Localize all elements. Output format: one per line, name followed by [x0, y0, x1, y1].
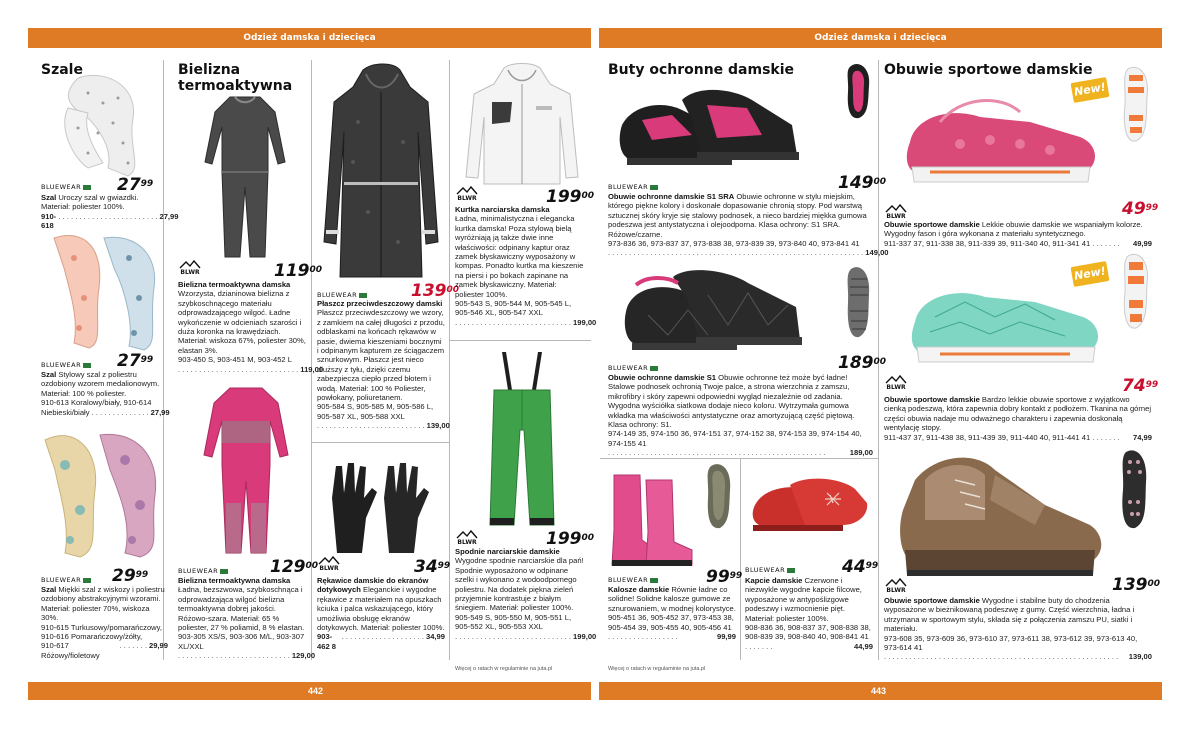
price-rainboots: $99^{99}$: [706, 567, 743, 587]
brand-bluewear: BLUEWEAR: [745, 566, 795, 574]
brand-bluewear: BLUEWEAR: [41, 576, 91, 584]
raincoat-image: [318, 62, 443, 282]
price-sport2: $74^{99}$: [1122, 376, 1159, 396]
product-scarf1: Szal Uroczy szal w gwiazdki. Materiał: poliester 100%. 910-618 . . . . . . . . . . . . . . . . . . . . . . . . 27,99: [41, 193, 179, 231]
rain-boot-sole-image: [702, 462, 737, 532]
product-safety1: Obuwie ochronne damskie S1 SRA Obuwie ochronne w stylu miejskim, którego piękne kolory i doskonałe dopasowanie chronią stopy. Pod warstwą sztucznej skóry kryje się stalowy podnosek, a nieco bardziej miękka gumowa podeszwa jest antystatyczna i olejoodporna. Klasa ochrony: S1 SRA. Różowe/czarne. 973-836 36, 973-837 37, 973-838 38, 973-839 39, 973-840 40, 973-841 41 . . . . . . . . . . . . . . . . . . . . . . . . . . . . . . . . . . . . . . . . . . . . . . . . . . . . . . . . . . . . . 149,00: [608, 192, 889, 258]
price-safety1: $149^{00}$: [838, 173, 887, 193]
divider: [449, 340, 591, 341]
divider: [740, 458, 741, 660]
installments-note-right: Więcej o ratach w regulaminie na juta.pl: [608, 666, 706, 672]
brand-bluewear: BLUEWEAR: [317, 291, 367, 299]
divider: [600, 458, 878, 459]
sole-pink-image: [843, 62, 875, 120]
safety-shoes-black-image: [618, 265, 808, 365]
price-scarf3: $29^{99}$: [112, 566, 149, 586]
ski-pants-image: [472, 350, 572, 530]
section-title-safety: Buty ochronne damskie: [608, 62, 795, 78]
price-slippers: $44^{99}$: [842, 557, 879, 577]
thermal-grey-image: [200, 92, 290, 262]
product-sport2: Obuwie sportowe damskie Bardzo lekkie obuwie sportowe z wyjątkowo cienką podeszwą, która zapewnia dobry kontakt z podłożem. Tkanina na górnej części obuwia nadaje mu odważnego charakteru i zapewnia doskonałą wentylację stopy. 911-437 37, 911-438 38, 911-439 39, 911-440 40, 911-441 41 . . . . . . . 74,99: [884, 395, 1152, 442]
new-badge-2: New!: [1071, 261, 1110, 287]
scarf-star-image: [48, 68, 158, 178]
product-thermal2: Bielizna termoaktywna damska Ładna, bezszwowa, szybkoschnąca i odprowadzająca wilgoć bielizna termoaktywna dobrej jakości. Różowo-szara. Materiał: 65 % poliester, 27 % poliamid, 8 % elastan. 903-305 XS/S, 903-306 M/L, 903-307 XL/XXL . . . . . . . . . . . . . . . . . . . . . . . . . . . 129,00: [178, 576, 316, 661]
price-jacket: $199^{00}$: [546, 187, 595, 207]
category-band-right: Odzież damska i dziecięca: [599, 28, 1162, 48]
divider: [311, 442, 449, 443]
product-jacket: Kurtka narciarska damska Ładna, minimalistyczna i elegancka kurtka damska! Poza stylową bielą wyróżniają ją także dwie inne właściwości: odpinany kaptur oraz zamek błyskawiczny wyposażony w kompas. Ponadto kurtka ma kieszenie na piersi i po bokach zapinane na zamek błyskawiczny. Materiał: poliester 100%. 905-543 S, 905-544 M, 905-545 L, 905-546 XL, 905-547 XXL . . . . . . . . . . . . . . . . . . . . . . . . . . . . 199,00: [455, 205, 597, 327]
section-title-sport: Obuwie sportowe damskie: [884, 62, 1093, 78]
section-title-thermal: Bielizna termoaktywna: [178, 62, 293, 94]
product-rainboots: Kalosze damskie Równie ładne co solidne! Solidne kalosze gumowe ze sznurowaniem, w modnej kolorystyce. 905-451 36, 905-452 37, 973-453 38, 905-454 39, 905-455 40, 905-456 41 . . . . . . . . . . . . . . . . . 99,99: [608, 585, 736, 642]
brand-blwr: BLWR: [455, 530, 479, 546]
ski-jacket-image: [462, 62, 582, 187]
product-scarf2: Szal Stylowy szal z poliestru ozdobiony wzorem medalionowym. Materiał: 100 % poliester. 910-613 Koralowy/biały, 910-614 Niebieski/biały . . . . . . . . . . . . . . 27,99: [41, 370, 170, 417]
sport-shoe-mint-image: [905, 262, 1105, 372]
sport-sole-orange-image: [1120, 65, 1152, 145]
hiking-sole-image: [1118, 448, 1152, 533]
footer-right: [599, 682, 1162, 700]
footer-left: [28, 682, 591, 700]
product-thermal1: Bielizna termoaktywna damska Wzorzysta, dzianinowa bielizna z szybkoschnącego materiału odprowadzającego wilgoć. Ładne wykończenie w odcieniach szarości i duża koronka na krawędziach. Materiał: wiskoza 67%, poliester 30%, elastan 3%. 903-450 S, 903-451 M, 903-452 L . . . . . . . . . . . . . . . . . . . . . . . . . . . . . 119,00: [178, 280, 324, 374]
safety-shoes-pink-image: [612, 80, 802, 180]
product-skipants: Spodnie narciarskie damskie Wygodne spodnie narciarskie dla pań! Spodnie wyposażono w odpinane szelki i wykonano z wodoodpornego poliestru. Na dodatek piękna zieleń przyjemnie kontrastuje z białym śniegiem. Materiał: poliester 100%. 905-549 S, 905-550 M, 905-551 L, 905-552 XL, 905-553 XXL . . . . . . . . . . . . . . . . . . . . . . . . . . . . 199,00: [455, 547, 597, 641]
scarf-abstract-image: [40, 425, 165, 560]
price-safety2: $189^{00}$: [838, 353, 887, 373]
brand-blwr: BLWR: [884, 375, 908, 391]
rain-boots-image: [606, 470, 701, 570]
brand-bluewear: BLUEWEAR: [608, 183, 658, 191]
sole-grey-image: [843, 265, 875, 340]
product-sport3: Obuwie sportowe damskie Wygodne i stabilne buty do chodzenia wyposażone w bieżnikowaną podeszwę z gumy. Część wierzchnia, ładna i utrzymana w sportowym stylu, składa się z połączenia zamszu PU, siatki i materiału. 973-608 35, 973-609 36, 973-610 37, 973-611 38, 973-612 39, 973-613 40, 973-614 41 . . . . . . . . . . . . . . . . . . . . . . . . . . . . . . . . . . . . . . . . . . . . . . . . . . . . . . . . 139,00: [884, 596, 1152, 662]
price-sport3: $139^{00}$: [1112, 575, 1161, 595]
section-title-scarves: Szale: [41, 62, 83, 78]
product-safety2: Obuwie ochronne damskie S1 Obuwie ochronne też może być ładne! Stalowe podnosek ochronią Twoje palce, a strona wierzchnia z zamszu, mikrofibry i skóry zapewni odpowiedni wygląd niezależnie od zadania. Wygodna wyściółka siatkowa dodaje nieco koloru. Wytrzymała gumowa wkładka ma właściwości antystatyczne oraz amortyzującą część piętową. Klasa ochrony: S1. 974-149 35, 974-150 36, 974-151 37, 974-152 38, 974-153 39, 974-154 40, 974-155 41 . . . . . . . . . . . . . . . . . . . . . . . . . . . . . . . . . . . . . . . . . . . . . . . . . . . . 189,00: [608, 373, 873, 458]
brand-blwr: BLWR: [455, 186, 479, 202]
price-thermal1: $119^{00}$: [274, 261, 323, 281]
scarf-medallion-image: [44, 228, 164, 353]
price-skipants: $199^{00}$: [546, 529, 595, 549]
installments-note-left: Więcej o ratach w regulaminie na juta.pl: [455, 666, 553, 672]
brand-bluewear: BLUEWEAR: [41, 361, 91, 369]
product-gloves: Rękawice damskie do ekranów dotykowych Eleganckie i wygodne rękawice z materiałem na opuszkach kciuka i palca wskazującego, który umożliwia obsługę ekranów dotykowych. Materiał: poliester 100%. 903-462 8 . . . . . . . . . . . . . . . . . . . . 34,99: [317, 576, 445, 651]
price-raincoat: $139^{00}$: [411, 281, 460, 301]
page-number-left: 442: [308, 686, 324, 696]
brand-bluewear: BLUEWEAR: [178, 567, 228, 575]
price-scarf2: $27^{99}$: [117, 351, 154, 371]
price-sport1: $49^{99}$: [1122, 199, 1159, 219]
category-band-left: Odzież damska i dziecięca: [28, 28, 591, 48]
sport-shoe-pink-image: [900, 82, 1105, 192]
gloves-image: [322, 458, 437, 558]
price-gloves: $34^{99}$: [414, 557, 451, 577]
brand-bluewear: BLUEWEAR: [608, 576, 658, 584]
product-slippers: Kapcie damskie Czerwone i niezwykle wygodne kapcie filcowe, wyposażone w antypoślizgowe podeszwy i wzmocnienie pięt. Materiał: poliester 100%. 908-836 36, 908-837 37, 908-838 38, 908-839 39, 908-840 40, 908-841 41 . . . . . . . 44,99: [745, 576, 873, 651]
brand-blwr: BLWR: [884, 204, 908, 220]
price-thermal2: $129^{00}$: [270, 557, 319, 577]
product-raincoat: Płaszcz przeciwdeszczowy damski Płaszcz przeciwdeszczowy we wzory, z zamkiem na całej długości z przodu, odblaskami na końcach rękawów w pasie, dwiema kieszeniami bocznymi i odpinanym kapturem ze ściągaczem sznurkowym. Płaszcz jest nieco dłuższy z tyłu, dzięki czemu zabezpiecza ciepło przed błotem i wodą. Materiał: 100 % Poliester, powłokany, poliuretanem. 905-584 S, 905-585 M, 905-586 L, 905-587 XL, 905-588 XXL . . . . . . . . . . . . . . . . . . . . . . . . . . 139,00: [317, 299, 450, 431]
product-sport1: Obuwie sportowe damskie Lekkie obuwie damskie we wspaniałym kolorze. Wygodny fason i góra wykonana z materiału syntetycznego. 911-337 37, 911-338 38, 911-339 39, 911-340 40, 911-341 41 . . . . . . . 49,99: [884, 220, 1152, 248]
hiking-shoe-image: [895, 450, 1110, 585]
new-badge-1: New!: [1071, 77, 1110, 103]
sport-sole-orange-2-image: [1120, 252, 1152, 332]
divider: [163, 60, 164, 660]
brand-bluewear: BLUEWEAR: [41, 183, 91, 191]
brand-bluewear: BLUEWEAR: [608, 364, 658, 372]
slippers-image: [745, 475, 870, 540]
price-scarf1: $27^{99}$: [117, 175, 154, 195]
product-scarf3: Szal Miękki szal z wiskozy i poliestru ozdobiony abstrakcyjnymi wzorami. Materiał: poliester 70%, wiskoza 30%. 910-615 Turkusowy/pomarańczowy, 910-616 Pomarańczowy/żółty, 910-617 Różowy/fioletowy . . . . . . . 29,99: [41, 585, 168, 660]
brand-blwr: BLWR: [317, 556, 341, 572]
page-number-right: 443: [871, 686, 887, 696]
thermal-pink-image: [200, 383, 292, 558]
brand-blwr: BLWR: [884, 578, 908, 594]
brand-blwr: BLWR: [178, 260, 202, 276]
